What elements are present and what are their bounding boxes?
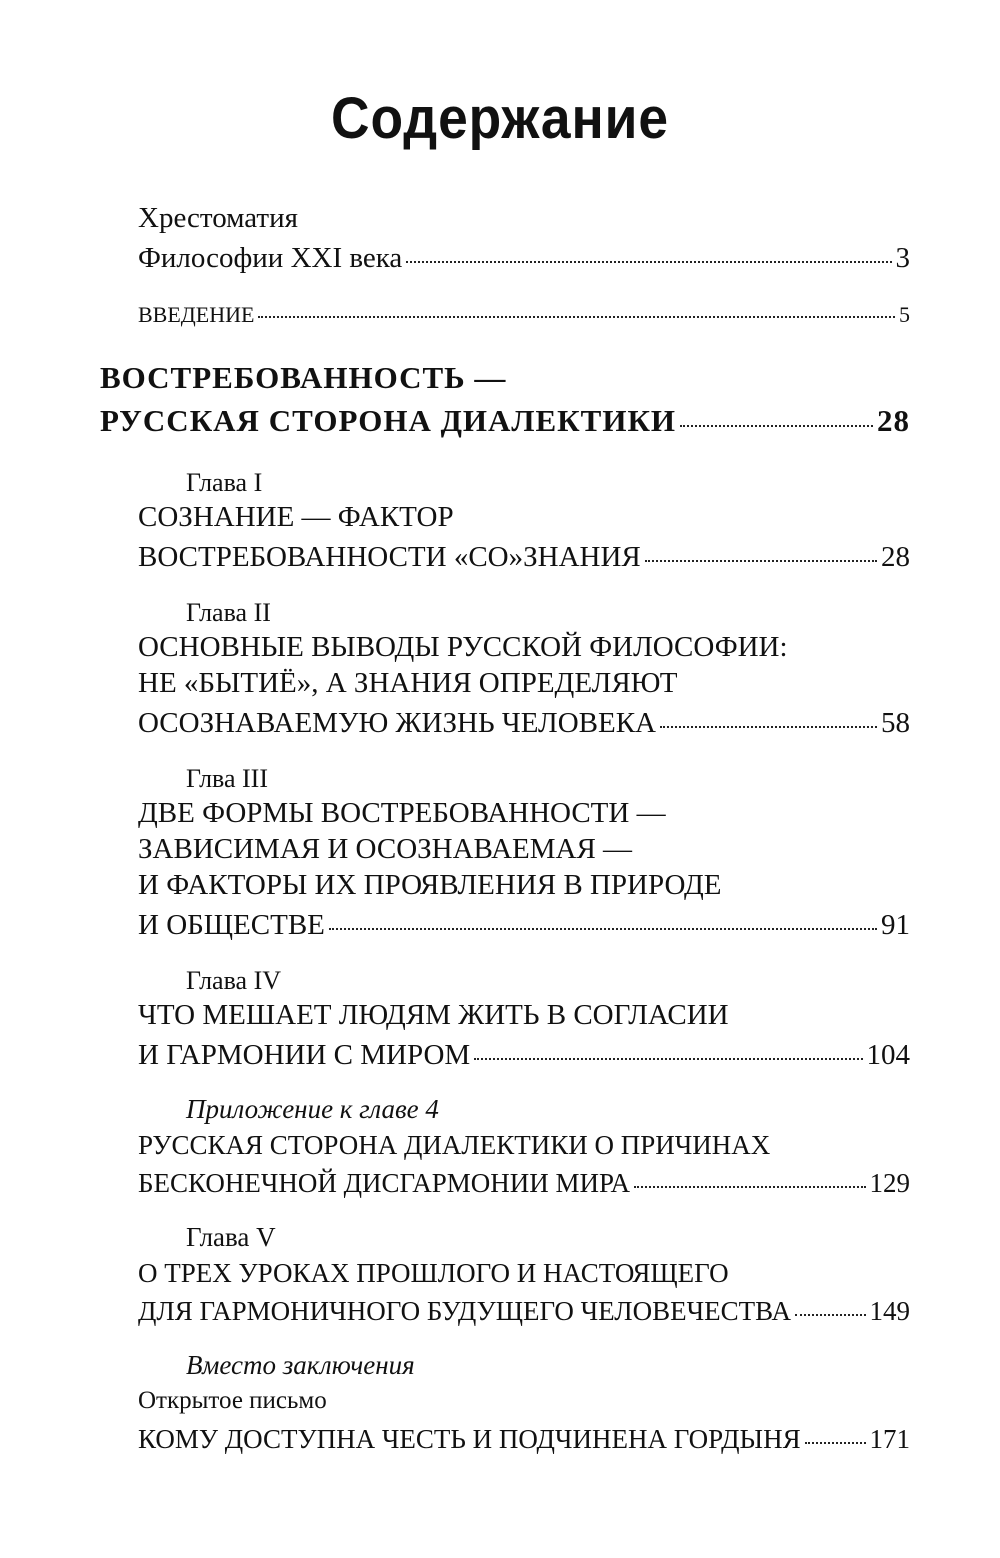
entry-line: Хрестоматия (138, 202, 298, 234)
entry-line: РУССКАЯ СТОРОНА ДИАЛЕКТИКИ (100, 403, 677, 438)
dot-leader (660, 697, 877, 728)
toc-entry-chapter-5[interactable] (138, 1219, 910, 1329)
dot-leader (406, 232, 891, 263)
page-number: 5 (899, 302, 910, 327)
dot-leader (329, 899, 877, 930)
entry-line: ЗАВИСИМАЯ И ОСОЗНАВАЕМАЯ — (138, 833, 633, 865)
conclusion-label: Вместо заключения (186, 1350, 415, 1380)
entry-line: НЕ «БЫТИЁ», А ЗНАНИЯ ОПРЕДЕЛЯЮТ (138, 667, 678, 699)
dot-leader (645, 531, 877, 562)
entry-line: ЧТО МЕШАЕТ ЛЮДЯМ ЖИТЬ В СОГЛАСИИ (138, 999, 729, 1031)
chapter-label: Глва III (186, 764, 268, 793)
dot-leader (805, 1415, 866, 1444)
chapter-label: Глава I (186, 468, 263, 497)
entry-line: Философии XXI века (138, 242, 403, 274)
toc-entry-appendix-4[interactable] (138, 1091, 910, 1201)
toc-entry-chapter-3[interactable] (138, 763, 910, 943)
dot-leader (680, 394, 873, 427)
entry-line: И ГАРМОНИИ С МИРОМ (138, 1039, 471, 1071)
entry-line: ВВЕДЕНИЕ (138, 302, 255, 327)
toc-entry-part[interactable] (100, 358, 910, 441)
entry-line: ОСНОВНЫЕ ВЫВОДЫ РУССКОЙ ФИЛОСОФИИ: (138, 631, 788, 663)
entry-line: Открытое письмо (138, 1387, 327, 1414)
page-number: 58 (881, 707, 910, 739)
page-number: 3 (895, 242, 910, 274)
toc-entry-anthology[interactable] (138, 200, 910, 276)
toc-entry-introduction[interactable] (138, 298, 910, 330)
page-title: Содержание (331, 86, 669, 151)
entry-line: БЕСКОНЕЧНОЙ ДИСГАРМОНИИ МИРА (138, 1168, 631, 1198)
entry-line: И ФАКТОРЫ ИХ ПРОЯВЛЕНИЯ В ПРИРОДЕ (138, 869, 722, 901)
dot-leader (474, 1029, 862, 1060)
dot-leader (634, 1159, 865, 1188)
entry-line: О ТРЕХ УРОКАХ ПРОШЛОГО И НАСТОЯЩЕГО (138, 1258, 729, 1288)
toc-entry-chapter-1[interactable] (138, 467, 910, 575)
chapter-label: Глава V (186, 1222, 276, 1252)
entry-line: РУССКАЯ СТОРОНА ДИАЛЕКТИКИ О ПРИЧИНАХ (138, 1130, 771, 1160)
entry-line: ВОСТРЕБОВАННОСТИ «СО»ЗНАНИЯ (138, 541, 641, 573)
entry-line: ВОСТРЕБОВАННОСТЬ — (100, 360, 507, 395)
page-number: 171 (869, 1424, 910, 1454)
appendix-label: Приложение к главе 4 (186, 1094, 439, 1124)
entry-line: ОСОЗНАВАЕМУЮ ЖИЗНЬ ЧЕЛОВЕКА (138, 707, 656, 739)
entry-line: И ОБЩЕСТВЕ (138, 909, 325, 941)
page-number: 28 (877, 403, 910, 438)
page-number: 129 (869, 1168, 910, 1198)
entry-line: ДВЕ ФОРМЫ ВОСТРЕБОВАННОСТИ — (138, 797, 666, 829)
page-number: 28 (881, 541, 910, 573)
entry-line: СОЗНАНИЕ — ФАКТОР (138, 501, 454, 533)
toc-entry-conclusion[interactable] (138, 1347, 910, 1457)
entry-line: КОМУ ДОСТУПНА ЧЕСТЬ И ПОДЧИНЕНА ГОРДЫНЯ (138, 1424, 801, 1454)
toc-entry-chapter-4[interactable] (138, 965, 910, 1073)
table-of-contents (100, 200, 910, 1479)
page-number: 149 (869, 1296, 910, 1326)
page-number: 91 (881, 909, 910, 941)
toc-entry-chapter-2[interactable] (138, 597, 910, 741)
page-number: 104 (866, 1039, 910, 1071)
chapter-label: Глава IV (186, 966, 281, 995)
entry-line: ДЛЯ ГАРМОНИЧНОГО БУДУЩЕГО ЧЕЛОВЕЧЕСТВА (138, 1296, 791, 1326)
dot-leader (795, 1287, 866, 1316)
dot-leader (258, 294, 895, 318)
chapter-label: Глава II (186, 598, 271, 627)
